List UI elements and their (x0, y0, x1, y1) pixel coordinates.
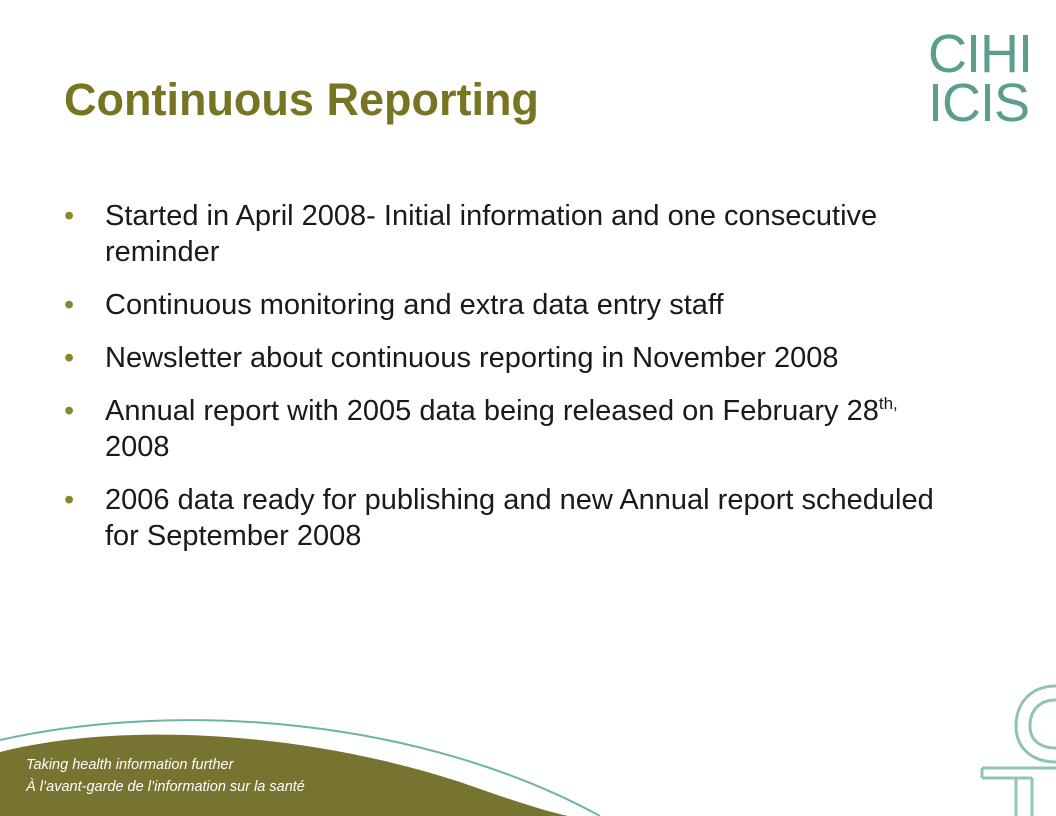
bullet-text: Started in April 2008- Initial information and one consecutive reminder (105, 200, 878, 268)
bullet-dot-icon: • (64, 289, 75, 321)
bullet-text-suffix: 2008 (105, 431, 170, 463)
cihi-symbol-icon (970, 682, 1056, 816)
bullet-dot-icon: • (64, 395, 75, 427)
bullet-item (64, 198, 964, 270)
bullet-dot-icon: • (64, 200, 75, 232)
bullet-list (64, 198, 964, 571)
bullet-superscript: th, (878, 394, 898, 413)
footer-band (0, 735, 568, 816)
bullet-item (64, 393, 964, 465)
bullet-text: 2006 data ready for publishing and new Annual report scheduled for September 2008 (105, 484, 934, 552)
tagline-french: À l’avant-garde de l’information sur la santé (26, 779, 305, 795)
tagline-english: Taking health information further (26, 757, 234, 773)
bullet-dot-icon: • (64, 484, 75, 516)
bullet-text: Newsletter about continuous reporting in November 2008 (105, 342, 839, 374)
bullet-item (64, 482, 964, 554)
bullet-text: Annual report with 2005 data being released on February 28 (105, 395, 879, 427)
bullet-dot-icon: • (64, 342, 75, 374)
bullet-text: Continuous monitoring and extra data entry staff (105, 289, 724, 321)
bullet-item (64, 287, 964, 323)
slide-title: Continuous Reporting (64, 74, 539, 125)
logo-line-cihi: CIHI (928, 24, 1032, 84)
cihi-logo (928, 24, 1032, 133)
bullet-item (64, 340, 964, 376)
logo-line-icis: ICIS (928, 73, 1030, 133)
